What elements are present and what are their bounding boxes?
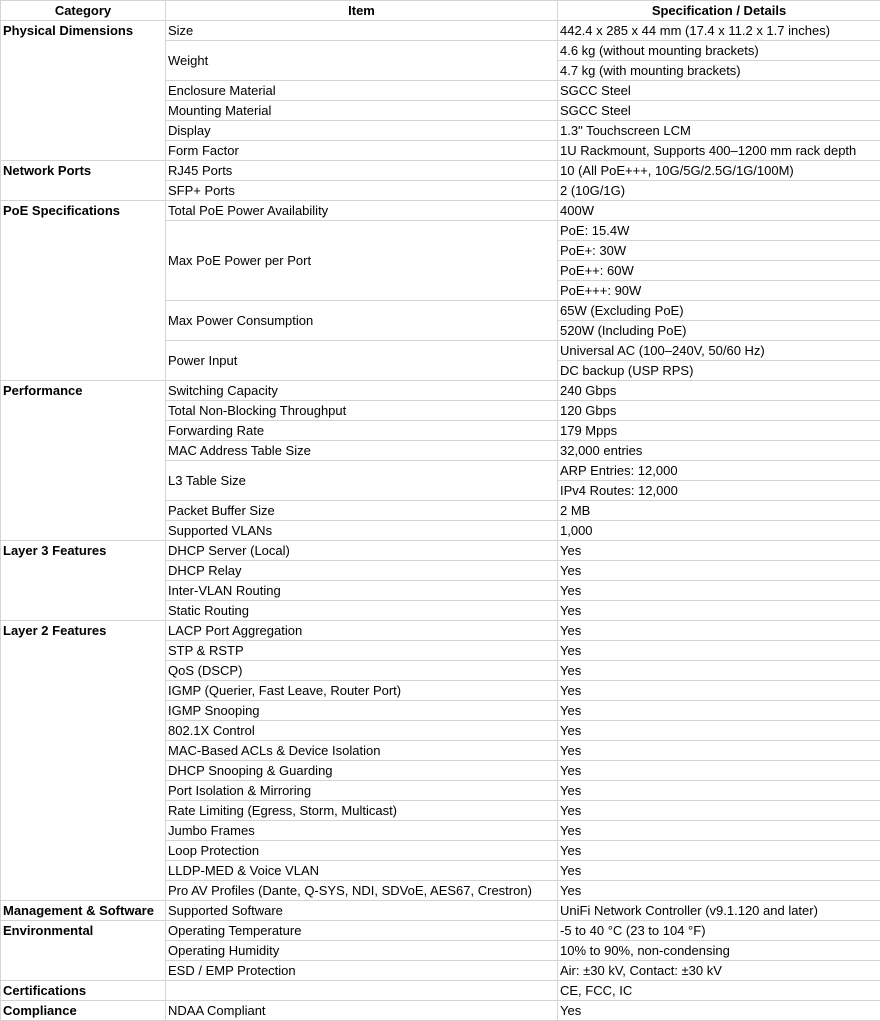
- detail-cell: Yes: [558, 781, 880, 801]
- detail-cell: 32,000 entries: [558, 441, 880, 461]
- detail-cell: Universal AC (100–240V, 50/60 Hz): [558, 341, 880, 361]
- detail-cell: Yes: [558, 601, 880, 621]
- item-cell: 802.1X Control: [166, 721, 558, 741]
- item-cell: STP & RSTP: [166, 641, 558, 661]
- detail-cell: Yes: [558, 621, 880, 641]
- item-cell: IGMP Snooping: [166, 701, 558, 721]
- category-cell: Network Ports: [1, 161, 166, 201]
- detail-cell: 1U Rackmount, Supports 400–1200 mm rack depth: [558, 141, 880, 161]
- item-cell: QoS (DSCP): [166, 661, 558, 681]
- spec-body: [1, 21, 880, 1021]
- item-cell: Port Isolation & Mirroring: [166, 781, 558, 801]
- detail-cell: 240 Gbps: [558, 381, 880, 401]
- item-cell: LLDP-MED & Voice VLAN: [166, 861, 558, 881]
- item-cell: Total Non-Blocking Throughput: [166, 401, 558, 421]
- table-row: [1, 161, 880, 181]
- detail-cell: SGCC Steel: [558, 101, 880, 121]
- category-cell: Compliance: [1, 1001, 166, 1021]
- detail-cell: SGCC Steel: [558, 81, 880, 101]
- table-row: [1, 901, 880, 921]
- detail-cell: PoE+: 30W: [558, 241, 880, 261]
- item-cell: Inter-VLAN Routing: [166, 581, 558, 601]
- item-cell: Switching Capacity: [166, 381, 558, 401]
- item-cell: Jumbo Frames: [166, 821, 558, 841]
- detail-cell: IPv4 Routes: 12,000: [558, 481, 880, 501]
- category-cell: Physical Dimensions: [1, 21, 166, 161]
- category-cell: Certifications: [1, 981, 166, 1001]
- item-cell: Supported Software: [166, 901, 558, 921]
- detail-cell: 179 Mpps: [558, 421, 880, 441]
- item-cell: Operating Humidity: [166, 941, 558, 961]
- detail-cell: Yes: [558, 881, 880, 901]
- detail-cell: Yes: [558, 861, 880, 881]
- detail-cell: Yes: [558, 661, 880, 681]
- detail-cell: 1,000: [558, 521, 880, 541]
- category-cell: Management & Software: [1, 901, 166, 921]
- detail-cell: CE, FCC, IC: [558, 981, 880, 1001]
- item-cell: Power Input: [166, 341, 558, 381]
- detail-cell: ARP Entries: 12,000: [558, 461, 880, 481]
- detail-cell: 1.3" Touchscreen LCM: [558, 121, 880, 141]
- detail-cell: 442.4 x 285 x 44 mm (17.4 x 11.2 x 1.7 inches): [558, 21, 880, 41]
- table-row: [1, 381, 880, 401]
- detail-cell: 4.6 kg (without mounting brackets): [558, 41, 880, 61]
- item-cell: RJ45 Ports: [166, 161, 558, 181]
- detail-cell: Yes: [558, 741, 880, 761]
- category-cell: PoE Specifications: [1, 201, 166, 381]
- header-details: Specification / Details: [558, 1, 880, 21]
- detail-cell: Air: ±30 kV, Contact: ±30 kV: [558, 961, 880, 981]
- item-cell: MAC Address Table Size: [166, 441, 558, 461]
- item-cell: [166, 981, 558, 1001]
- detail-cell: PoE++: 60W: [558, 261, 880, 281]
- detail-cell: Yes: [558, 821, 880, 841]
- item-cell: Enclosure Material: [166, 81, 558, 101]
- item-cell: DHCP Relay: [166, 561, 558, 581]
- item-cell: IGMP (Querier, Fast Leave, Router Port): [166, 681, 558, 701]
- category-cell: Layer 3 Features: [1, 541, 166, 621]
- header-category: Category: [1, 1, 166, 21]
- item-cell: Max PoE Power per Port: [166, 221, 558, 301]
- detail-cell: -5 to 40 °C (23 to 104 °F): [558, 921, 880, 941]
- detail-cell: UniFi Network Controller (v9.1.120 and later): [558, 901, 880, 921]
- table-row: [1, 981, 880, 1001]
- item-cell: MAC-Based ACLs & Device Isolation: [166, 741, 558, 761]
- item-cell: Loop Protection: [166, 841, 558, 861]
- detail-cell: 4.7 kg (with mounting brackets): [558, 61, 880, 81]
- item-cell: ESD / EMP Protection: [166, 961, 558, 981]
- table-row: [1, 621, 880, 641]
- category-cell: Layer 2 Features: [1, 621, 166, 901]
- item-cell: Packet Buffer Size: [166, 501, 558, 521]
- detail-cell: 10% to 90%, non-condensing: [558, 941, 880, 961]
- header-item: Item: [166, 1, 558, 21]
- detail-cell: 10 (All PoE+++, 10G/5G/2.5G/1G/100M): [558, 161, 880, 181]
- detail-cell: Yes: [558, 561, 880, 581]
- detail-cell: 400W: [558, 201, 880, 221]
- category-cell: Performance: [1, 381, 166, 541]
- item-cell: Max Power Consumption: [166, 301, 558, 341]
- item-cell: Mounting Material: [166, 101, 558, 121]
- item-cell: Static Routing: [166, 601, 558, 621]
- detail-cell: 120 Gbps: [558, 401, 880, 421]
- item-cell: L3 Table Size: [166, 461, 558, 501]
- item-cell: Pro AV Profiles (Dante, Q-SYS, NDI, SDVoE, AES67, Crestron): [166, 881, 558, 901]
- table-row: [1, 541, 880, 561]
- detail-cell: 2 (10G/1G): [558, 181, 880, 201]
- detail-cell: PoE: 15.4W: [558, 221, 880, 241]
- detail-cell: Yes: [558, 801, 880, 821]
- item-cell: Display: [166, 121, 558, 141]
- detail-cell: 65W (Excluding PoE): [558, 301, 880, 321]
- item-cell: Operating Temperature: [166, 921, 558, 941]
- category-cell: Environmental: [1, 921, 166, 981]
- item-cell: Supported VLANs: [166, 521, 558, 541]
- table-row: [1, 21, 880, 41]
- detail-cell: Yes: [558, 1001, 880, 1021]
- table-row: [1, 921, 880, 941]
- item-cell: Form Factor: [166, 141, 558, 161]
- detail-cell: Yes: [558, 761, 880, 781]
- table-row: [1, 201, 880, 221]
- item-cell: Forwarding Rate: [166, 421, 558, 441]
- detail-cell: Yes: [558, 641, 880, 661]
- detail-cell: Yes: [558, 541, 880, 561]
- item-cell: NDAA Compliant: [166, 1001, 558, 1021]
- item-cell: Total PoE Power Availability: [166, 201, 558, 221]
- table-row: [1, 1001, 880, 1021]
- detail-cell: Yes: [558, 701, 880, 721]
- detail-cell: Yes: [558, 581, 880, 601]
- item-cell: Rate Limiting (Egress, Storm, Multicast): [166, 801, 558, 821]
- item-cell: LACP Port Aggregation: [166, 621, 558, 641]
- item-cell: Size: [166, 21, 558, 41]
- header-row: [1, 1, 880, 21]
- item-cell: DHCP Server (Local): [166, 541, 558, 561]
- detail-cell: Yes: [558, 841, 880, 861]
- detail-cell: Yes: [558, 681, 880, 701]
- item-cell: SFP+ Ports: [166, 181, 558, 201]
- item-cell: Weight: [166, 41, 558, 81]
- detail-cell: 2 MB: [558, 501, 880, 521]
- item-cell: DHCP Snooping & Guarding: [166, 761, 558, 781]
- detail-cell: Yes: [558, 721, 880, 741]
- detail-cell: DC backup (USP RPS): [558, 361, 880, 381]
- detail-cell: PoE+++: 90W: [558, 281, 880, 301]
- detail-cell: 520W (Including PoE): [558, 321, 880, 341]
